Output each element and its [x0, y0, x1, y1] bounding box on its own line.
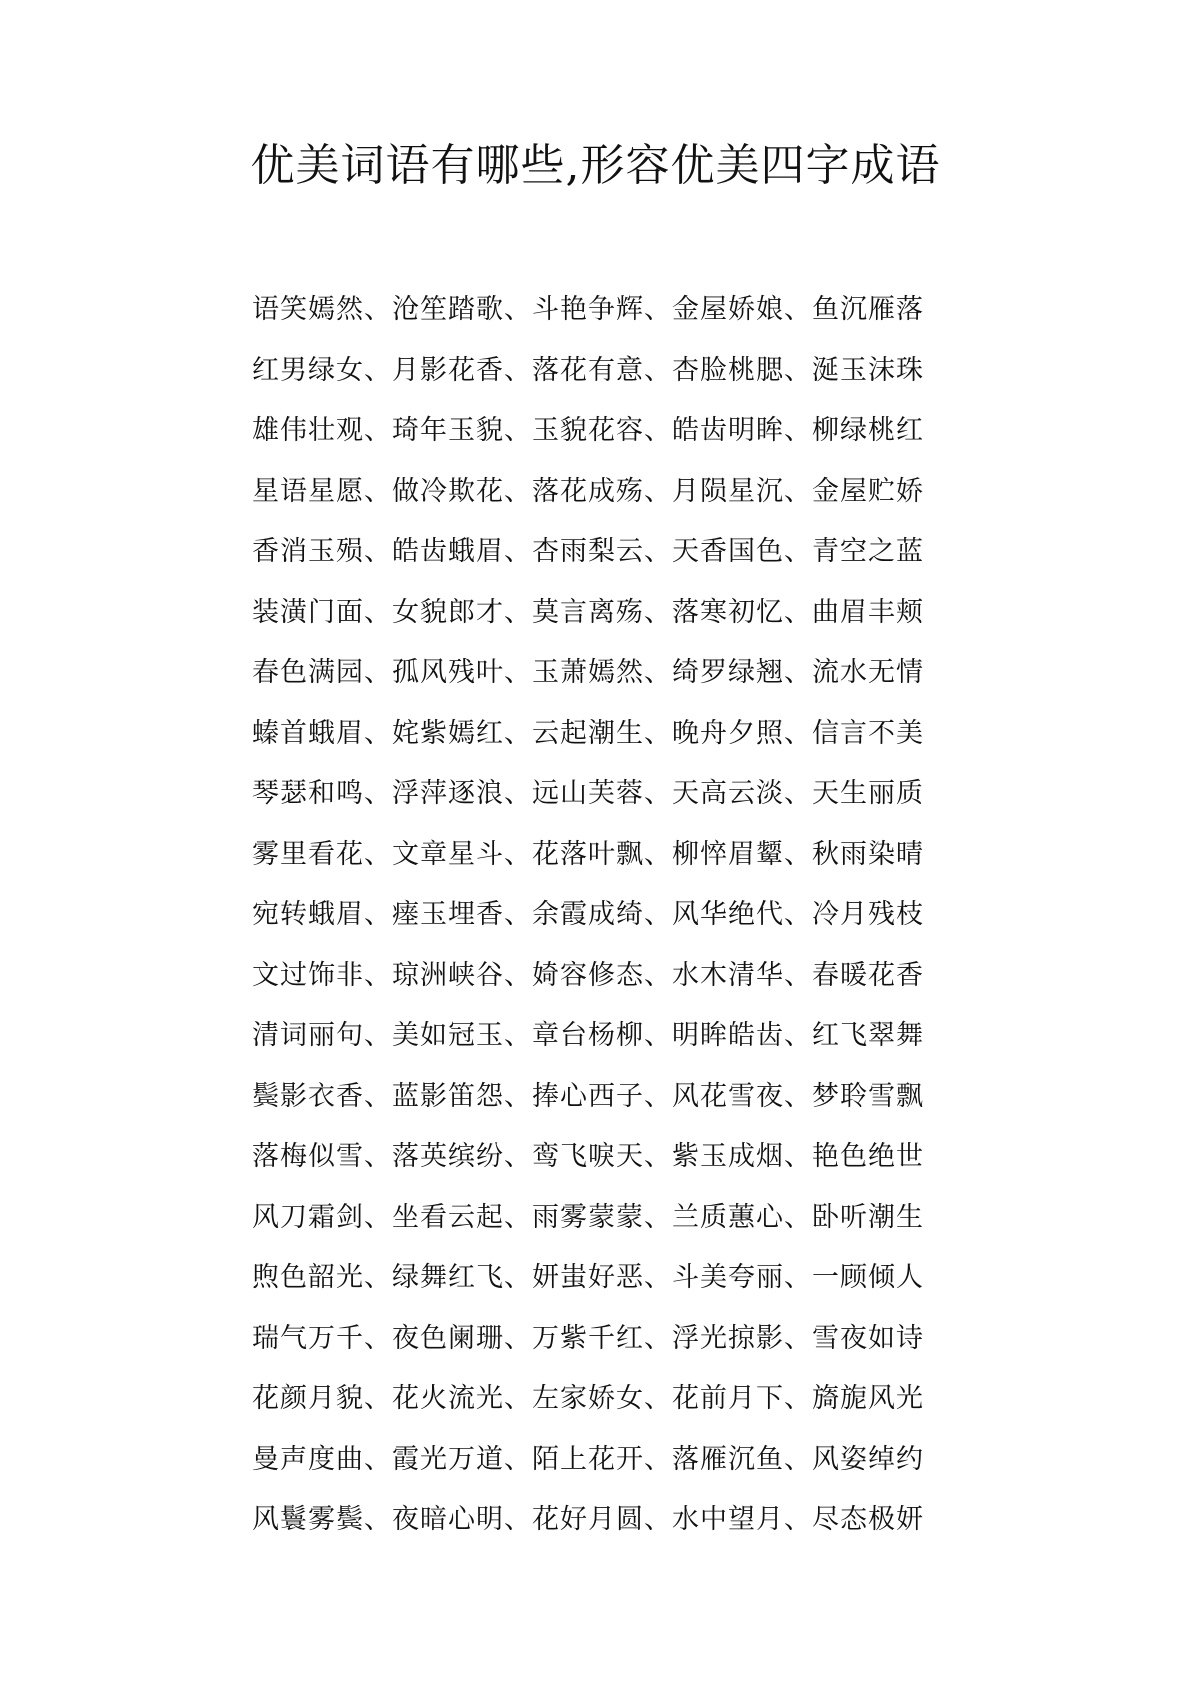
- idiom-line: 雾里看花、文章星斗、花落叶飘、柳悴眉颦、秋雨染晴: [252, 838, 924, 870]
- idiom-line: 雄伟壮观、琦年玉貌、玉貌花容、皓齿明眸、柳绿桃红: [252, 415, 924, 446]
- idiom-line: 风刀霜剑、坐看云起、雨雾蒙蒙、兰质蕙心、卧听潮生: [252, 1201, 924, 1233]
- idiom-list: [252, 280, 952, 1551]
- idiom-line: 宛转蛾眉、瘗玉埋香、余霞成绮、风华绝代、冷月残枝: [252, 899, 924, 930]
- idiom-line: 花颜月貌、花火流光、左家娇女、花前月下、旖旎风光: [252, 1383, 924, 1414]
- idiom-line: 春色满园、孤风残叶、玉萧嫣然、绮罗绿翘、流水无情: [252, 657, 924, 688]
- idiom-line: 琴瑟和鸣、浮萍逐浪、远山芙蓉、天高云淡、天生丽质: [252, 778, 924, 809]
- idiom-line: 落梅似雪、落英缤纷、鸾飞唳天、紫玉成烟、艳色绝世: [252, 1141, 924, 1172]
- idiom-line: 螓首蛾眉、姹紫嫣红、云起潮生、晚舟夕照、信言不美: [252, 717, 924, 749]
- idiom-line: 红男绿女、月影花香、落花有意、杏脸桃腮、涎玉沫珠: [252, 354, 924, 386]
- idiom-line: 煦色韶光、绿舞红飞、妍蚩好恶、斗美夸丽、一顾倾人: [252, 1262, 924, 1293]
- idiom-line: 语笑嫣然、沧笙踏歌、斗艳争辉、金屋娇娘、鱼沉雁落: [252, 294, 924, 325]
- idiom-line: 文过饰非、琼洲峡谷、婍容修态、水木清华、春暖花香: [252, 959, 924, 991]
- idiom-line: 曼声度曲、霞光万道、陌上花开、落雁沉鱼、风姿绰约: [252, 1443, 924, 1475]
- idiom-line: 香消玉殒、皓齿蛾眉、杏雨梨云、天香国色、青空之蓝: [252, 536, 924, 567]
- document-title: 优美词语有哪些,形容优美四字成语: [250, 140, 941, 191]
- idiom-line: 瑞气万千、夜色阑珊、万紫千红、浮光掠影、雪夜如诗: [252, 1322, 924, 1354]
- idiom-line: 风鬟雾鬓、夜暗心明、花好月圆、水中望月、尽态极妍: [252, 1504, 924, 1535]
- idiom-line: 鬓影衣香、蓝影笛怨、捧心西子、风花雪夜、梦聆雪飘: [252, 1080, 924, 1112]
- idiom-line: 装潢门面、女貌郎才、莫言离殇、落寒初忆、曲眉丰颊: [252, 596, 924, 628]
- idiom-line: 星语星愿、做冷欺花、落花成殇、月陨星沉、金屋贮娇: [252, 475, 924, 507]
- idiom-line: 清词丽句、美如冠玉、章台杨柳、明眸皓齿、红飞翠舞: [252, 1020, 924, 1051]
